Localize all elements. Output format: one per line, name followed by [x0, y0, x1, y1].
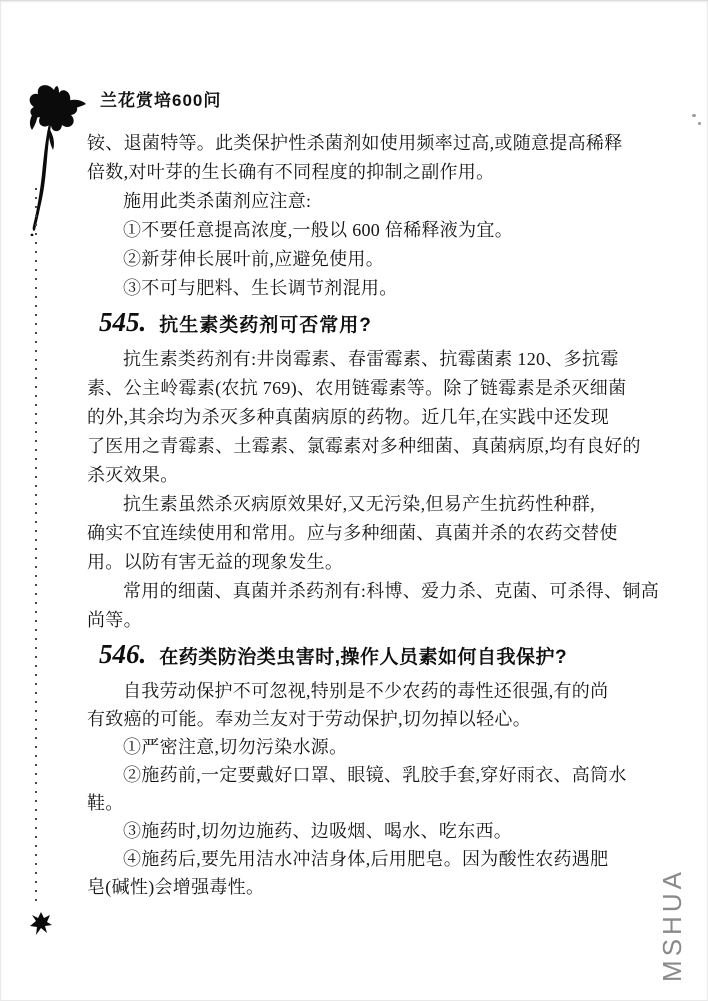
text-line: ①不要任意提高浓度,一般以 600 倍稀释液为宜。	[123, 220, 513, 240]
text-line: 了医用之青霉素、土霉素、氯霉素对多种细菌、真菌病原,均有良好的	[87, 436, 641, 456]
scan-speckle	[698, 122, 701, 125]
text-line: ③不可与肥料、生长调节剂混用。	[123, 278, 398, 298]
scan-edge-shadow	[0, 0, 708, 2]
text-line: 杀灭效果。	[87, 465, 179, 485]
section-number: 546.	[99, 639, 147, 669]
section-546	[87, 635, 628, 901]
watermark-text: MSHUA	[657, 868, 687, 982]
section-number: 545.	[99, 307, 147, 337]
section-intro	[87, 129, 628, 303]
text-line: ①严密注意,切勿污染水源。	[123, 737, 348, 757]
text-line: 鞋。	[87, 793, 124, 813]
text-line: 尚等。	[87, 610, 142, 630]
section-title: 抗生素类药剂可否常用?	[159, 315, 372, 336]
text-line: 自我劳动保护不可忽视,特别是不少农药的毒性还很强,有的尚	[123, 681, 609, 701]
text-line: 素、公主岭霉素(农抗 769)、农用链霉素等。除了链霉素是杀灭细菌	[87, 378, 627, 398]
orchid-ink-illustration-icon	[24, 80, 88, 236]
text-line: 皂(碱性)会增强毒性。	[87, 877, 265, 897]
text-line: 用。以防有害无益的现象发生。	[87, 552, 344, 572]
text-line: ②施药前,一定要戴好口罩、眼镜、乳胶手套,穿好雨衣、高筒水	[123, 765, 627, 785]
text-line: 施用此类杀菌剂应注意:	[123, 191, 312, 211]
text-line: ④施药后,要先用洁水冲洁身体,后用肥皂。因为酸性农药遇肥	[123, 849, 609, 869]
section-title: 在药类防治类虫害时,操作人员素如何自我保护?	[159, 647, 568, 668]
text-line: 倍数,对叶芽的生长确有不同程度的抑制之副作用。	[87, 162, 495, 182]
text-line: 铵、退菌特等。此类保护性杀菌剂如使用频率过高,或随意提高稀释	[87, 133, 623, 153]
text-line: 确实不宜连续使用和常用。应与多种细菌、真菌并杀的农药交替使	[87, 523, 618, 543]
text-line: 抗生素虽然杀灭病原效果好,又无污染,但易产生抗药性种群,	[123, 494, 595, 514]
margin-dotted-line-icon	[35, 188, 37, 904]
text-line: ③施药时,切勿边施药、边吸烟、喝水、吃东西。	[123, 821, 513, 841]
section-545	[87, 303, 659, 635]
text-line: 抗生素类药剂有:井岗霉素、春雷霉素、抗霉菌素 120、多抗霉	[123, 349, 619, 369]
text-column	[87, 129, 659, 901]
running-head-book-title: 兰花赏培600问	[100, 91, 222, 110]
scan-speckle	[692, 114, 696, 117]
text-line: 有致癌的可能。奉劝兰友对于劳动保护,切勿掉以轻心。	[87, 709, 531, 729]
section-heading	[87, 303, 628, 345]
footer-ornament-icon	[30, 912, 52, 936]
section-heading	[87, 635, 628, 677]
text-line: ②新芽伸长展叶前,应避免使用。	[123, 249, 384, 269]
text-line: 常用的细菌、真菌并杀药剂有:科博、爱力杀、克菌、可杀得、铜高	[123, 581, 659, 601]
text-line: 的外,其余均为杀灭多种真菌病原的药物。近几年,在实践中还发现	[87, 407, 609, 427]
